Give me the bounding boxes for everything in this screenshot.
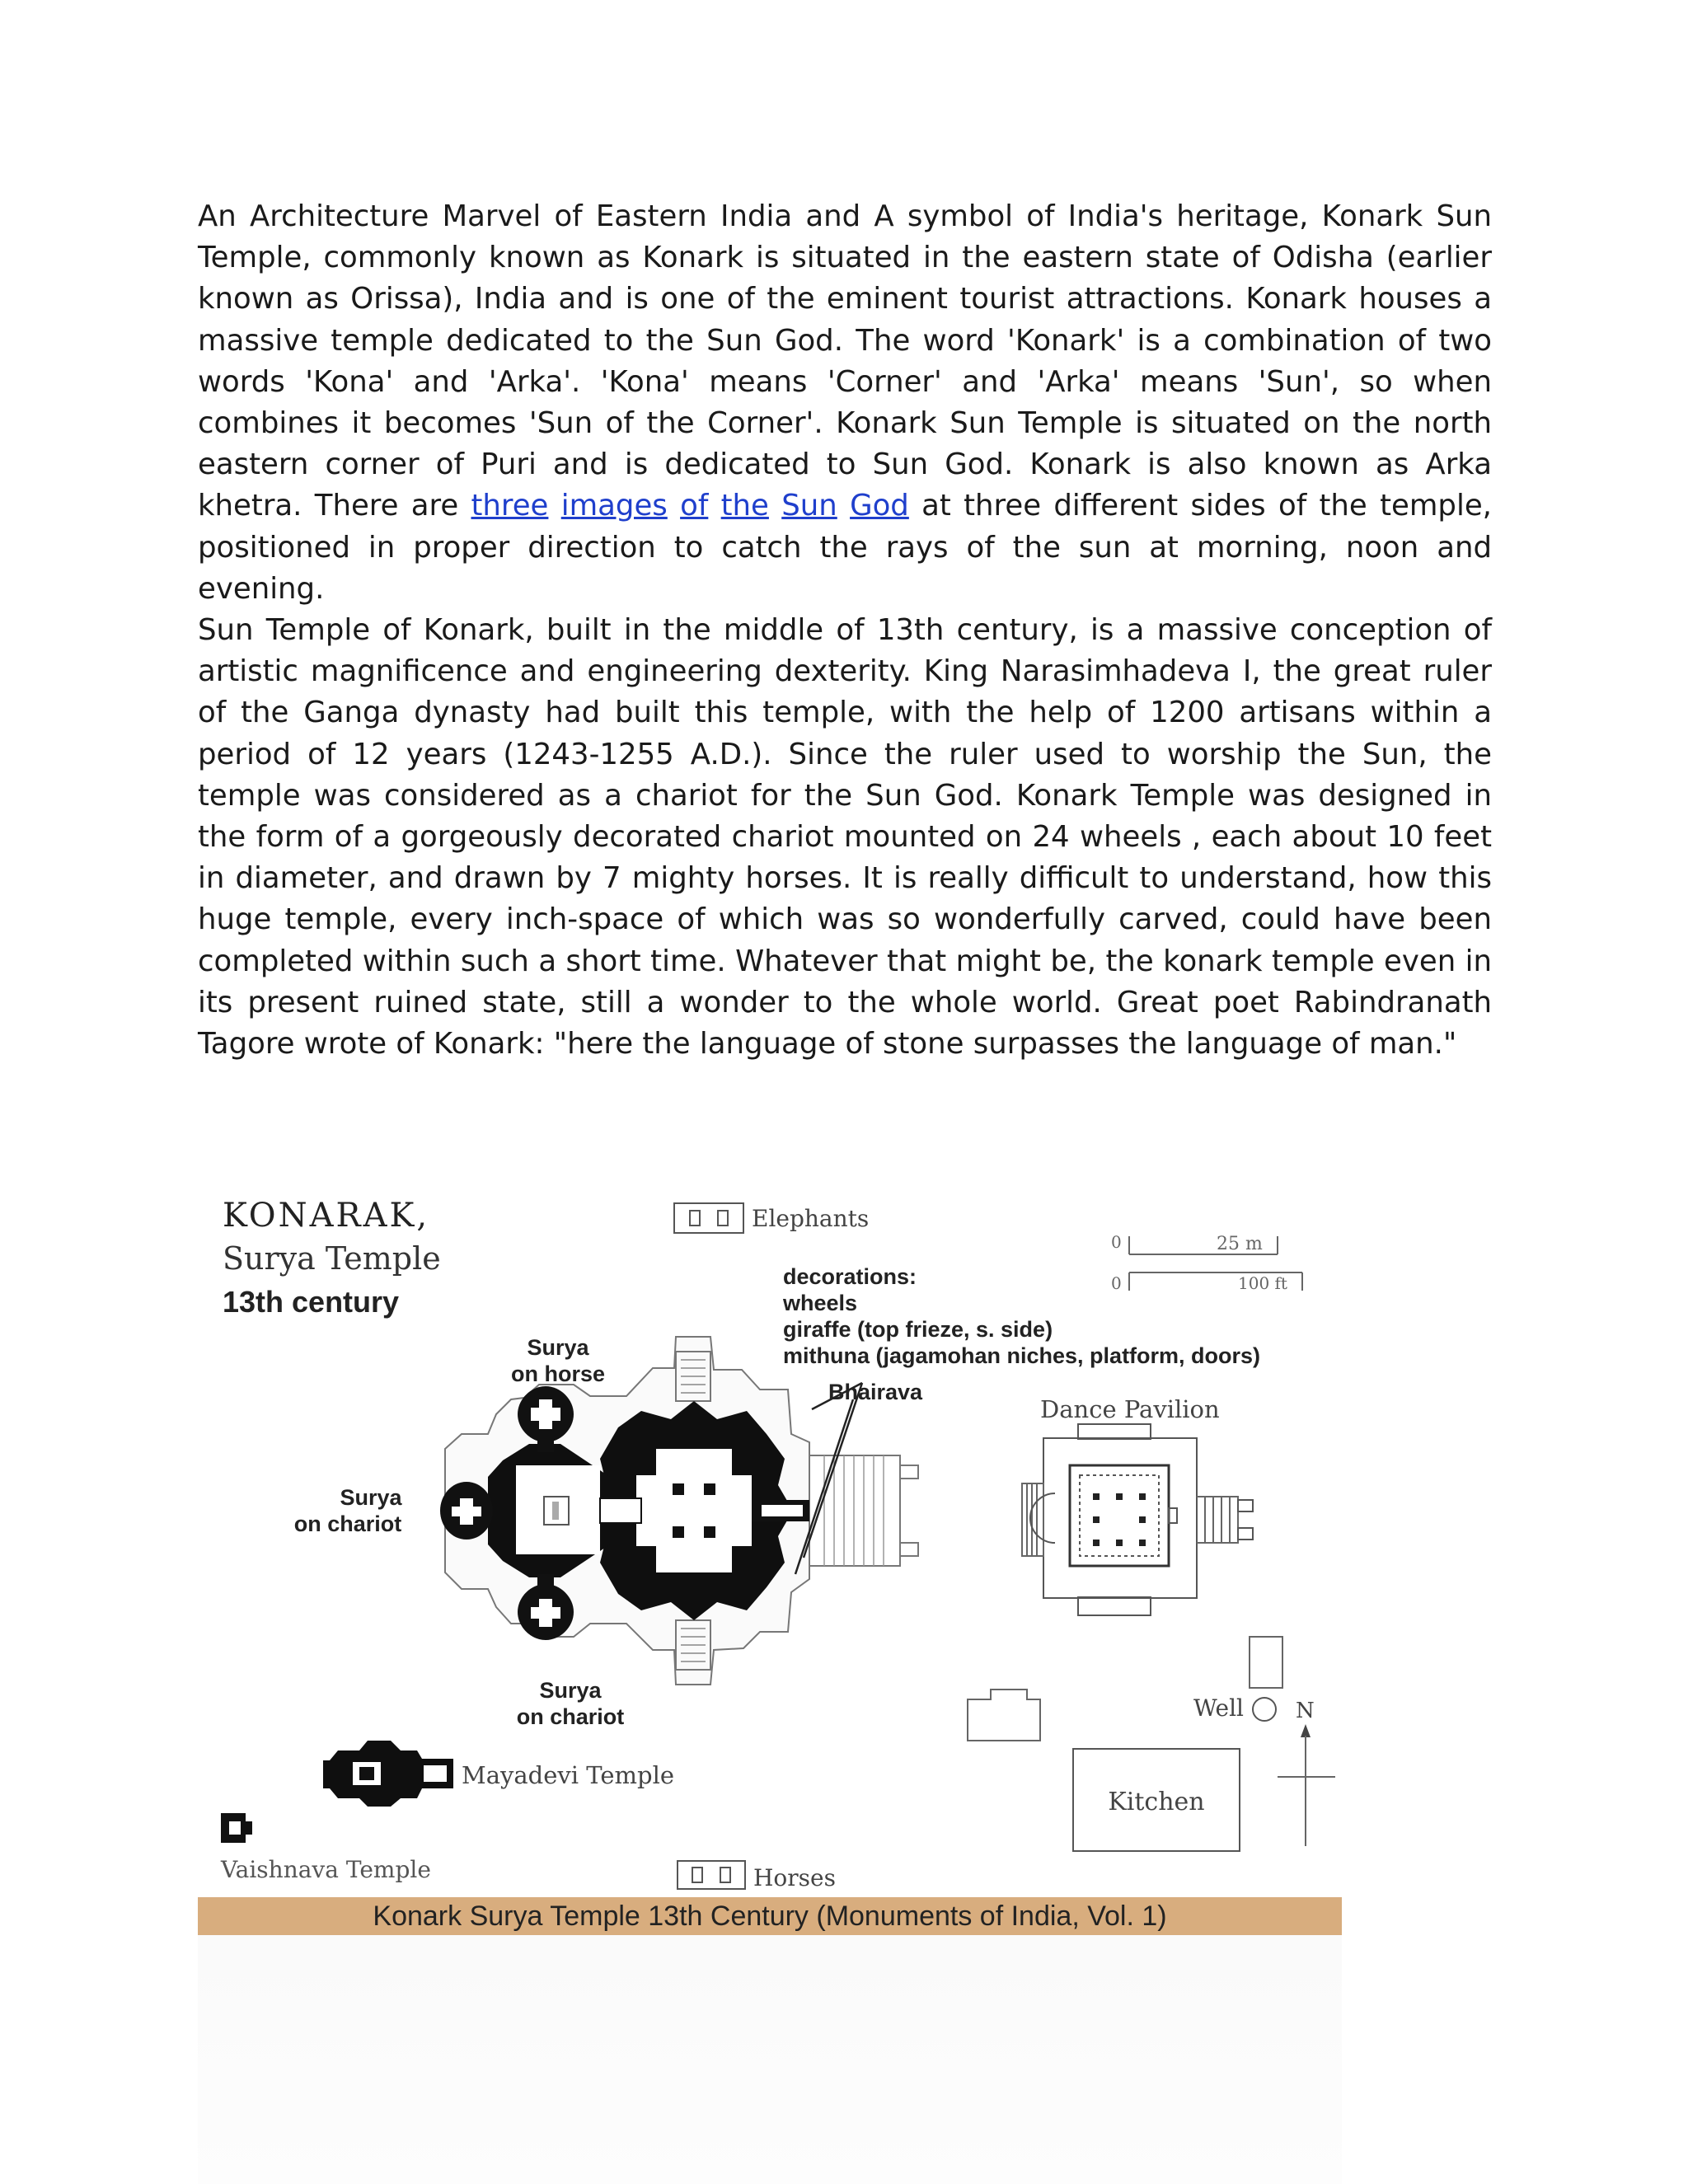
north-label: N [1296,1699,1315,1723]
paragraph-intro-text-a: An Architecture Marvel of Eastern India and A symbol of India's heritage, Konark Sun Temple, commonly known as Konark is situated in the eastern state of Odisha (earlier known as Orissa), India and is one of the eminent tourist attractions. Konark houses a massive temple dedicated to the Sun God. The word 'Konark' is a combination of two words 'Kona' and 'Arka'. 'Kona' means 'Corner' and 'Arka' means 'Sun', so when combines it becomes 'Sun of the Corner'. Konark Sun Temple is situated on the north eastern corner of Puri and is dedicated to Sun God. Konark is also known as Arka khetra. There are [198,199,1492,523]
link-three[interactable]: three [471,489,549,523]
scale-bar [1111,1232,1302,1293]
paragraph-intro-text-b: at three different sides of the temple, positioned in proper direction to catch the rays of the sun at morning, noon and evening. [198,489,1492,606]
dance-pavilion-plan [1022,1424,1253,1615]
decoration-mithuna: mithuna (jagamohan niches, platform, doors) [783,1343,1261,1368]
kitchen-label: Kitchen [1108,1788,1205,1816]
surya-chariot-west-label-1: Surya [340,1485,402,1510]
scale-zero-m: 0 [1111,1232,1122,1252]
small-structure-middle [968,1690,1040,1741]
decoration-wheels: wheels [783,1291,858,1315]
north-arrow-icon [1278,1724,1335,1846]
small-structure-east [1250,1637,1282,1688]
link-of[interactable]: of [680,489,709,523]
elephants-marker [674,1203,743,1233]
link-the[interactable]: the [720,489,769,523]
decorations-heading: decorations: [783,1264,917,1289]
figure-caption: Konark Surya Temple 13th Century (Monuments of India, Vol. 1) [198,1897,1342,1935]
decoration-giraffe: giraffe (top frieze, s. side) [783,1317,1053,1342]
horses-marker [678,1861,745,1889]
mayadevi-label: Mayadevi Temple [462,1761,675,1789]
horses-label: Horses [753,1864,836,1891]
surya-chariot-south-label-1: Surya [539,1678,602,1703]
well-label: Well [1193,1694,1244,1722]
surya-chariot-south-label-2: on chariot [516,1704,625,1729]
scale-meters: 25 m [1217,1234,1263,1254]
scale-feet: 100 ft [1238,1273,1287,1293]
paragraph-history: Sun Temple of Konark, built in the middle of 13th century, is a massive conception of artistic magnificence and engineering dexterity. King Narasimhadeva I, the great ruler of the Ganga dynasty had built this temple, with the help of 1200 artisans within a period of 12 years (1243-1255 A.D.). Since the ruler used to worship the Sun, the temple was considered as a chariot for the Sun God. Konark Temple was designed in the form of a gorgeously decorated chariot mounted on 24 wheels , each about 10 feet in diameter, and drawn by 7 mighty horses. It is really difficult to understand, how this huge temple, every inch-space of which was so wonderfully carved, could have been completed within such a short time. Whatever that might be, the konark temple even in its present ruined state, still a wonder to the whole world. Great poet Rabindranath Tagore wrote of Konark: "here the language of stone surpasses the language of man." [198,613,1492,1062]
vaishnava-temple-icon [221,1813,252,1843]
dance-pavilion-label: Dance Pavilion [1040,1395,1220,1423]
surya-horse-label-2: on horse [510,1361,606,1386]
paragraph-intro [198,196,1492,610]
temple-plan-drawing [198,1187,1343,1897]
mayadevi-temple-plan [323,1741,453,1807]
link-images[interactable]: images [560,489,668,523]
bhairava-label: Bhairava [828,1380,923,1404]
link-sun[interactable]: Sun [781,489,837,523]
vaishnava-label: Vaishnava Temple [221,1856,431,1883]
plan-subtitle: Surya Temple [223,1240,441,1277]
temple-plan-figure [198,1187,1343,1949]
well-marker [1253,1698,1276,1721]
elephants-label: Elephants [752,1205,870,1232]
scale-zero-ft: 0 [1111,1273,1122,1293]
plan-title: KONARAK, [223,1197,430,1235]
link-god[interactable]: God [850,489,909,523]
blank-figure-area [198,1935,1342,2184]
surya-horse-label-1: Surya [527,1335,589,1360]
plan-century: 13th century [223,1285,400,1319]
surya-chariot-west-label-2: on chariot [293,1511,402,1536]
